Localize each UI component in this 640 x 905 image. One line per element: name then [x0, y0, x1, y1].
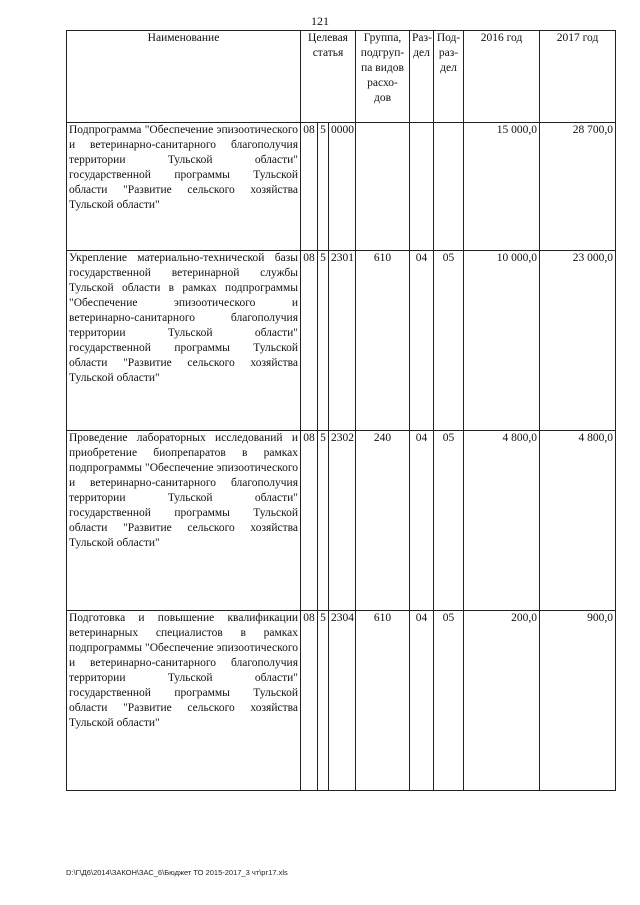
header-year-2017: 2017 год	[540, 31, 616, 123]
row-amount-2016: 200,0	[464, 611, 540, 791]
row-subsection: 05	[434, 611, 464, 791]
row-article-code: 0000	[329, 123, 356, 251]
row-section: 04	[410, 251, 434, 431]
row-name: Подпрограмма "Обеспечение эпизоотического и ветеринарно-санитарного благополучия территории Тульской области" государственной программы Тульской области "Развитие сельского хозяйства Тульской области"	[67, 123, 301, 251]
footer-file-path: D:\Г\Д6\2014\ЗАКОН\ЗАС_6\Бюджет ТО 2015-2017_3 чт\рг17.xls	[66, 868, 288, 877]
budget-table	[66, 30, 616, 791]
row-amount-2017: 900,0	[540, 611, 616, 791]
row-subsection: 05	[434, 431, 464, 611]
row-section: 04	[410, 431, 434, 611]
row-expense-group	[356, 123, 410, 251]
row-article-program: 08	[301, 251, 318, 431]
row-amount-2016: 4 800,0	[464, 431, 540, 611]
table-row	[67, 123, 616, 251]
row-section	[410, 123, 434, 251]
row-amount-2017: 28 700,0	[540, 123, 616, 251]
header-row	[67, 31, 616, 123]
header-section: Раз- дел	[410, 31, 434, 123]
row-name: Подготовка и повышение квалификации ветеринарных специалистов в рамках подпрограммы "Обеспечение эпизоотического и ветеринарно-санитарного благополучия территории Тульской области" государственной программы Тульской области "Развитие сельского хозяйства Тульской области"	[67, 611, 301, 791]
row-section: 04	[410, 611, 434, 791]
row-article-program: 08	[301, 611, 318, 791]
row-amount-2017: 4 800,0	[540, 431, 616, 611]
row-expense-group: 610	[356, 611, 410, 791]
row-expense-group: 240	[356, 431, 410, 611]
row-article-program: 08	[301, 123, 318, 251]
page-number: 121	[311, 14, 329, 28]
row-article-subprogram: 5	[318, 611, 329, 791]
row-expense-group: 610	[356, 251, 410, 431]
table-row	[67, 431, 616, 611]
row-amount-2016: 10 000,0	[464, 251, 540, 431]
row-article-code: 2304	[329, 611, 356, 791]
row-amount-2016: 15 000,0	[464, 123, 540, 251]
row-name: Укрепление материально-технической базы государственной ветеринарной службы Тульской области в рамках подпрограммы "Обеспечение эпизоотического и ветеринарно-санитарного благополучия территории Тульской области" государственной программы Тульской области "Развитие сельского хозяйства Тульской области"	[67, 251, 301, 431]
table-row	[67, 611, 616, 791]
row-subsection: 05	[434, 251, 464, 431]
header-expense-group: Группа, подгруп- па видов расхо- дов	[356, 31, 410, 123]
row-article-program: 08	[301, 431, 318, 611]
row-amount-2017: 23 000,0	[540, 251, 616, 431]
table-row	[67, 251, 616, 431]
header-year-2016: 2016 год	[464, 31, 540, 123]
row-article-subprogram: 5	[318, 123, 329, 251]
row-article-code: 2301	[329, 251, 356, 431]
row-article-code: 2302	[329, 431, 356, 611]
row-article-subprogram: 5	[318, 431, 329, 611]
row-name: Проведение лабораторных исследований и приобретение биопрепаратов в рамках подпрограммы "Обеспечение эпизоотического и ветеринарно-санитарного благополучия территории Тульской области" государственной программы Тульской области "Развитие сельского хозяйства Тульской области"	[67, 431, 301, 611]
header-name: Наименование	[67, 31, 301, 123]
header-target-article: Целевая статья	[301, 31, 356, 123]
row-subsection	[434, 123, 464, 251]
row-article-subprogram: 5	[318, 251, 329, 431]
header-subsection: Под- раз- дел	[434, 31, 464, 123]
